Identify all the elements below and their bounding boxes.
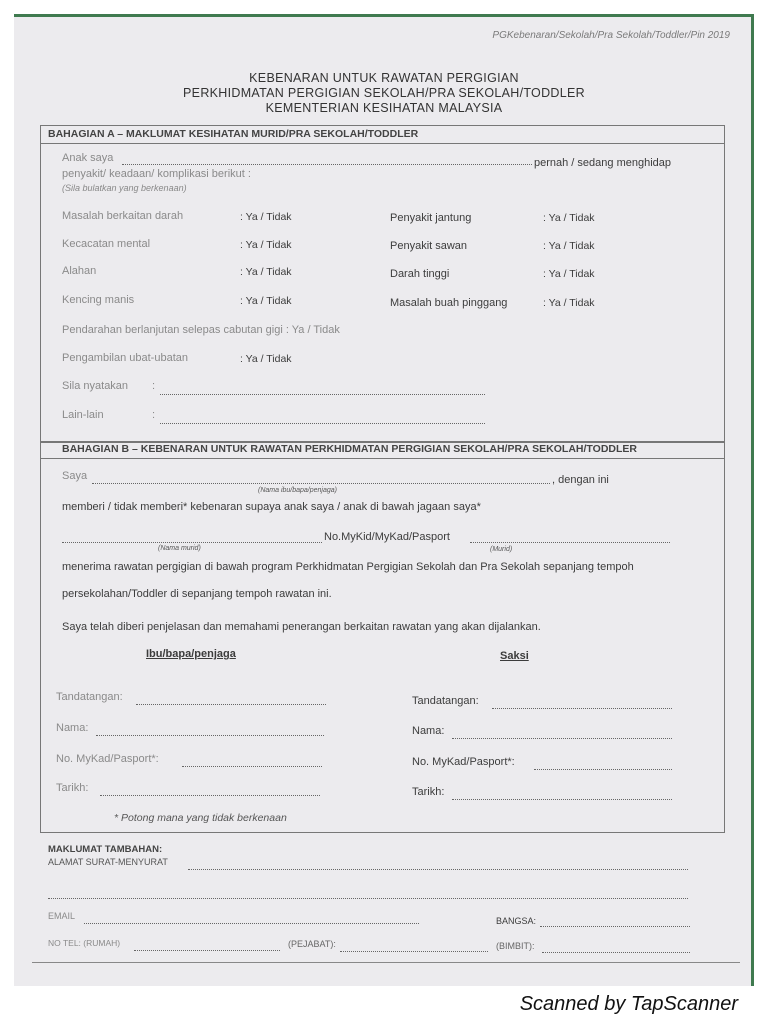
left-item-1-value[interactable]: : Ya / Tidak [240, 211, 292, 223]
phone-mobile-label: (BIMBIT): [496, 941, 535, 951]
form-title-line-2: PERKHIDMATAN PERGIGIAN SEKOLAH/PRA SEKOLAH/TODDLER [183, 86, 585, 100]
saya-label: Saya [62, 470, 88, 482]
student-name-note: (Nama murid) [158, 545, 201, 552]
section-b-box [40, 441, 725, 833]
medication-value[interactable]: : Ya / Tidak [240, 353, 292, 365]
email-label: EMAIL [48, 911, 76, 921]
intro-note: (Sila bulatkan yang berkenaan) [62, 183, 187, 193]
footnote: * Potong mana yang tidak berkenaan [114, 812, 287, 824]
right-item-1-value[interactable]: : Ya / Tidak [543, 212, 595, 224]
parent-id-field[interactable] [182, 765, 322, 767]
consent-text-line-1: menerima rawatan pergigian di bawah program Perkhidmatan Pergigian Sekolah dan Pra Sekolah sepanjang tempoh [62, 561, 634, 573]
left-item-2-value[interactable]: : Ya / Tidak [240, 239, 292, 251]
witness-name-field[interactable] [452, 737, 672, 739]
phone-home-label: NO TEL: (RUMAH) [48, 938, 121, 948]
race-field[interactable] [540, 925, 690, 927]
others-colon: : [152, 409, 156, 421]
student-id-field[interactable] [470, 541, 670, 543]
witness-id-field[interactable] [534, 768, 672, 770]
witness-date-label: Tarikh: [412, 786, 445, 798]
parent-name-note: (Nama ibu/bapa/penjaga) [258, 487, 337, 494]
phone-office-label: (PEJABAT): [288, 939, 336, 949]
address-field-line-1[interactable] [188, 868, 688, 870]
parent-name-label: Nama: [56, 722, 89, 734]
phone-office-field[interactable] [340, 950, 488, 952]
right-item-4-label: Masalah buah pinggang [390, 297, 508, 309]
address-field-line-2[interactable] [48, 897, 688, 899]
right-item-4-value[interactable]: : Ya / Tidak [543, 297, 595, 309]
consent-text-line-2: persekolahan/Toddler di sepanjang tempoh rawatan ini. [62, 588, 332, 600]
scanner-watermark: Scanned by TapScanner [519, 993, 738, 1015]
left-item-4-value[interactable]: : Ya / Tidak [240, 295, 292, 307]
left-item-1-label: Masalah berkaitan darah [62, 210, 184, 222]
right-item-3-label: Darah tinggi [390, 268, 450, 280]
witness-name-label: Nama: [412, 725, 445, 737]
student-note: (Murid) [490, 546, 513, 553]
form-title-line-3: KEMENTERIAN KESIHATAN MALAYSIA [265, 101, 503, 115]
email-field[interactable] [84, 922, 419, 924]
student-name-field[interactable] [62, 541, 322, 543]
right-item-2-value[interactable]: : Ya / Tidak [543, 240, 595, 252]
form-reference-code: PGKebenaran/Sekolah/Pra Sekolah/Toddler/Pin 2019 [492, 30, 730, 41]
specify-colon: : [152, 380, 156, 392]
right-item-3-value[interactable]: : Ya / Tidak [543, 268, 595, 280]
witness-signature-label: Tandatangan: [412, 695, 479, 707]
right-item-2-label: Penyakit sawan [390, 240, 468, 252]
consent-line[interactable]: memberi / tidak memberi* kebenaran supaya anak saya / anak di bawah jagaan saya* [62, 501, 481, 513]
address-label: ALAMAT SURAT-MENYURAT [48, 857, 168, 867]
left-item-2-label: Kecacatan mental [62, 238, 151, 250]
parent-signature-field[interactable] [136, 703, 326, 705]
parent-column-heading: Ibu/bapa/penjaga [146, 648, 236, 660]
parent-date-field[interactable] [100, 794, 320, 796]
dengan-ini: , dengan ini [552, 474, 609, 486]
witness-signature-field[interactable] [492, 707, 672, 709]
bottom-divider [32, 962, 740, 963]
form-title-line-1: KEBENARAN UNTUK RAWATAN PERGIGIAN [249, 71, 519, 85]
right-item-1-label: Penyakit jantung [390, 212, 472, 224]
parent-name-sign-field[interactable] [96, 734, 324, 736]
race-label: BANGSA: [496, 916, 537, 926]
left-item-3-value[interactable]: : Ya / Tidak [240, 266, 292, 278]
parent-date-label: Tarikh: [56, 782, 89, 794]
extra-info-heading: MAKLUMAT TAMBAHAN: [48, 844, 163, 855]
left-item-3-label: Alahan [62, 265, 97, 277]
parent-signature-label: Tandatangan: [56, 691, 123, 703]
others-field[interactable] [160, 422, 485, 424]
parent-id-label: No. MyKad/Pasport*: [56, 753, 159, 765]
section-b-heading: BAHAGIAN B – KEBENARAN UNTUK RAWATAN PERKHIDMATAN PERGIGIAN SEKOLAH/PRA SEKOLAH/TODDLER [62, 443, 637, 455]
phone-home-field[interactable] [134, 949, 280, 951]
child-name-field[interactable] [122, 163, 532, 165]
intro-prefix: Anak saya [62, 152, 114, 164]
medication-label: Pengambilan ubat-ubatan [62, 352, 188, 364]
others-label: Lain-lain [62, 409, 104, 421]
section-a-header-divider [40, 143, 725, 144]
intro-suffix: pernah / sedang menghidap [534, 157, 671, 169]
left-item-4-label: Kencing manis [62, 294, 135, 306]
specify-label: Sila nyatakan [62, 380, 129, 392]
section-a-heading: BAHAGIAN A – MAKLUMAT KESIHATAN MURID/PRA SEKOLAH/TODDLER [48, 128, 419, 140]
witness-column-heading: Saksi [500, 650, 529, 662]
witness-date-field[interactable] [452, 798, 672, 800]
section-b-header-divider [40, 458, 725, 459]
id-label: No.MyKid/MyKad/Pasport [324, 531, 450, 543]
parent-name-field[interactable] [92, 482, 550, 484]
phone-mobile-field[interactable] [542, 951, 690, 953]
witness-id-label: No. MyKad/Pasport*: [412, 756, 515, 768]
intro-line-2: penyakit/ keadaan/ komplikasi berikut : [62, 168, 251, 180]
specify-field[interactable] [160, 393, 485, 395]
consent-text-line-3: Saya telah diberi penjelasan dan memahami penerangan berkaitan rawatan yang akan dijalankan. [62, 621, 541, 633]
bleeding-question[interactable]: Pendarahan berlanjutan selepas cabutan gigi : Ya / Tidak [62, 324, 340, 336]
